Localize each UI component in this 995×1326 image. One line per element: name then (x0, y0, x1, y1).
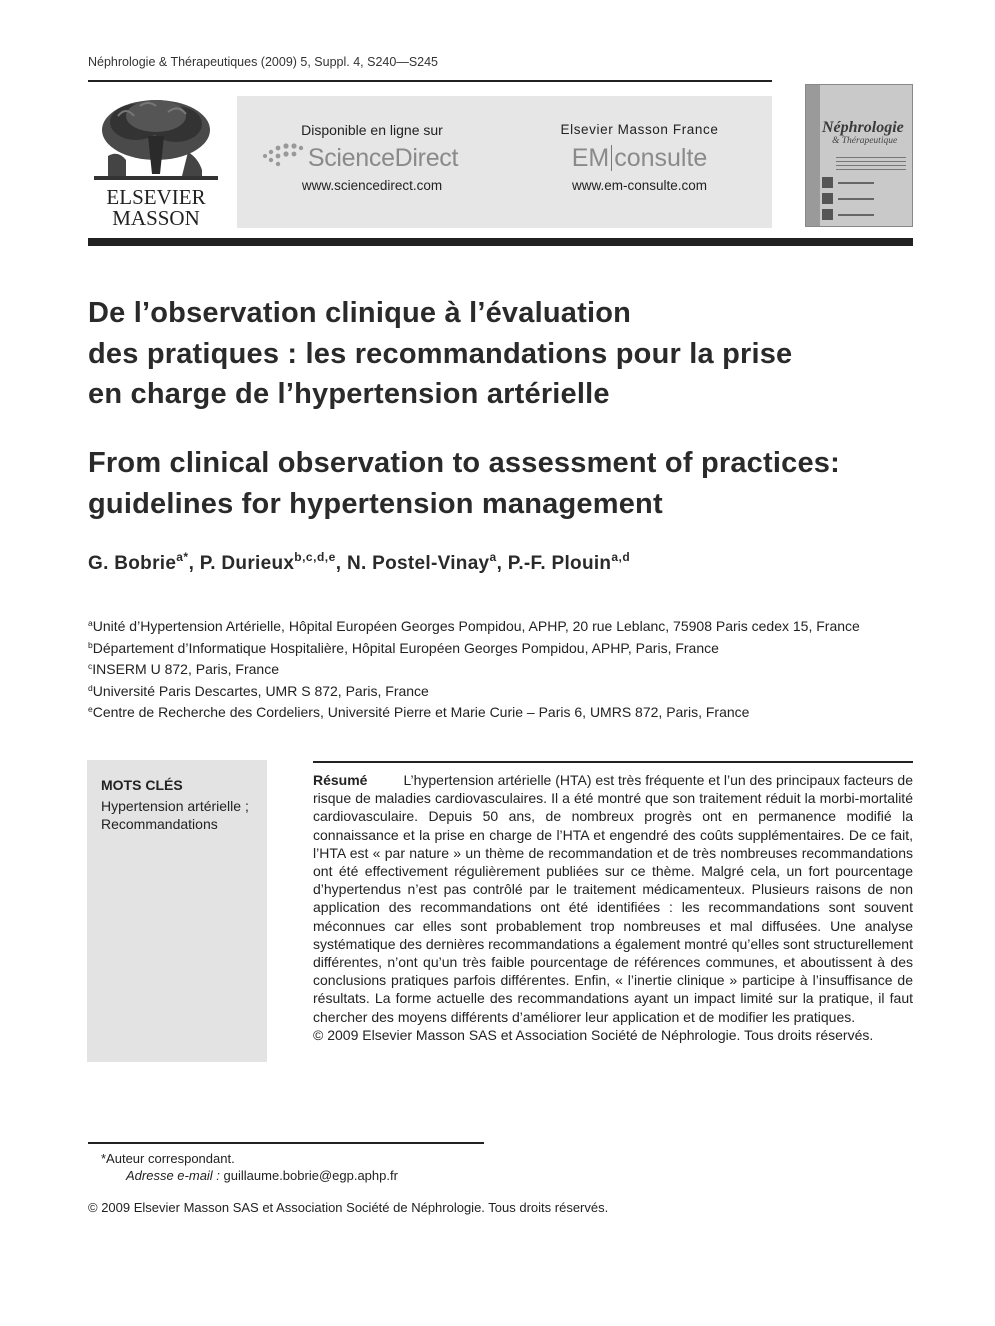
cover-thumb-3 (822, 209, 833, 220)
affiliation-text: INSERM U 872, Paris, France (92, 661, 279, 677)
email-label: Adresse e-mail : (126, 1168, 220, 1183)
sciencedirect-url[interactable]: www.sciencedirect.com (301, 178, 443, 193)
title-french-line: De l’observation clinique à l’évaluation (88, 297, 632, 329)
title-english (88, 443, 928, 524)
abstract-text: L’hypertension artérielle (HTA) est très fréquente et l’un des principaux facteurs de risque de maladies cardiovasculaires. Il a été montré que son traitement réduit la morbi-mortalité cardiovasculaire. Depuis 50 ans, de nombreux progrès ont en permanence modifié la connaissance et la prise en charge de l’HTA et engendré des coûts supplémentaires. De ce fait, l’HTA est « par nature » un thème de recommandation et de très nombreuses recommandations ont été effectivement régulièrement publiées sur ce thème. Malgré cela, un fort pourcentage d’hypertendus n’est pas contrôlé par le traitement médicamenteux. Plusieurs raisons de non application des recommandations ont été identifiées : les recommandations sont souvent méconnues car elles sont probablement trop nombreuses et mal diffusées. Une analyse systématique des dernières recommandations a également montré qu’elles sont structurellement différentes, n’ont qu’un très faible pourcentage de références communes, et aboutissent à des conclusions pratiques parfois différentes. Enfin, « l’inertie clinique » participe à l’insuffisance de résultats. La forme actuelle des recommandations ayant un impact limité sur la pratique, il faut chercher des moyens différents d’améliorer leur application et de modifier les pratiques. (313, 772, 913, 1025)
affiliation-text: Centre de Recherche des Cordeliers, Université Pierre et Marie Curie – Paris 6, UMRS 872, Paris, France (92, 704, 750, 720)
cover-mini-2 (838, 198, 874, 200)
author-name: P.-F. Plouin (507, 553, 612, 574)
cover-thumb-2 (822, 193, 833, 204)
email-address[interactable]: guillaume.bobrie@egp.aphp.fr (223, 1168, 398, 1183)
affiliation-key: a (88, 618, 93, 628)
corresponding-author-note: *Auteur correspondant. (101, 1151, 235, 1166)
affiliation-text: Unité d’Hypertension Artérielle, Hôpital Européen Georges Pompidou, APHP, 20 rue Leblanc, 75908 Paris cedex 15, France (92, 618, 860, 634)
affiliation-item (88, 700, 860, 722)
author-list (88, 550, 630, 575)
affiliation-key: e (88, 704, 93, 714)
title-french-line: des pratiques : les recommandations pour la prise (88, 337, 793, 370)
emconsulte-brand-right: consulte (614, 144, 708, 172)
elsevier-tree-icon (88, 96, 224, 182)
cover-title: Néphrologie (822, 119, 904, 136)
cover-subtitle: & Thérapeutique (832, 136, 898, 146)
cover-mini-3 (838, 214, 874, 216)
affiliation-item (88, 614, 860, 636)
cover-thumb-1 (822, 177, 833, 188)
affiliation-item (88, 657, 860, 679)
title-english-line: From clinical observation to assessment of practices: (88, 447, 840, 479)
sciencedirect-brand: ScienceDirect (307, 144, 459, 172)
author-separator: , (188, 553, 200, 574)
author-separator: , (496, 553, 508, 574)
affiliation-text: Département d’Informatique Hospitalière, Hôpital Européen Georges Pompidou, APHP, Paris, France (92, 639, 719, 656)
title-french-line: en charge de l’hypertension artérielle (88, 378, 610, 410)
emconsulte-label: Elsevier Masson France (560, 122, 719, 137)
keywords-box (87, 760, 267, 1062)
author-name: N. Postel-Vinay (346, 553, 490, 574)
journal-cover-thumbnail (805, 84, 913, 227)
keywords-list (101, 797, 251, 833)
logo-text-masson: MASSON (112, 206, 200, 230)
header-thick-rule (88, 238, 913, 246)
emconsulte-block (507, 96, 772, 228)
online-availability-box (237, 96, 772, 228)
emconsulte-brand (507, 144, 772, 173)
cover-mini-1 (838, 182, 874, 184)
affiliation-key: c (88, 661, 93, 671)
abstract (313, 771, 913, 1044)
affiliation-key: d (88, 682, 93, 693)
title-french (88, 293, 908, 415)
affiliation-item (88, 679, 860, 701)
page-copyright: © 2009 Elsevier Masson SAS et Association Société de Néphrologie. Tous droits réservés. (88, 1200, 609, 1215)
author-affil-sup: a (489, 550, 497, 564)
abstract-copyright: © 2009 Elsevier Masson SAS et Association Société de Néphrologie. Tous droits réservés. (313, 1026, 874, 1043)
author-affil-sup: a* (176, 550, 189, 564)
logo-text-elsevier: ELSEVIER (106, 185, 206, 209)
footnote-rule (88, 1142, 484, 1144)
emconsulte-brand-divider (611, 145, 612, 171)
elsevier-masson-logo (88, 96, 224, 230)
sciencedirect-label: Disponible en ligne sur (301, 122, 443, 138)
sciencedirect-block (237, 96, 507, 228)
keyword-item: Hypertension artérielle ; (101, 798, 249, 814)
author-name: P. Durieux (199, 553, 295, 574)
author-affil-sup: a,d (611, 550, 631, 564)
abstract-rule (313, 761, 913, 763)
author-affil-sup: b,c,d,e (294, 550, 336, 564)
keyword-item: Recommandations (101, 816, 218, 832)
emconsulte-brand-left: EM (571, 144, 610, 172)
abstract-label: Résumé (313, 772, 368, 788)
affiliations (88, 614, 860, 722)
affiliation-key: b (88, 639, 93, 650)
top-rule (88, 80, 772, 82)
keywords-title: MOTS CLÉS (101, 777, 183, 793)
author-separator: , (335, 553, 347, 574)
affiliation-item (88, 636, 860, 658)
emconsulte-url[interactable]: www.em-consulte.com (571, 178, 708, 193)
corresponding-email (126, 1168, 398, 1183)
affiliation-text: Université Paris Descartes, UMR S 872, Paris, France (92, 682, 429, 699)
title-english-line: guidelines for hypertension management (88, 487, 663, 520)
author-name: G. Bobrie (88, 553, 177, 574)
journal-reference: Néphrologie & Thérapeutiques (2009) 5, Suppl. 4, S240—S245 (88, 55, 439, 69)
cover-band (806, 85, 820, 226)
cover-text-lines (836, 157, 906, 173)
